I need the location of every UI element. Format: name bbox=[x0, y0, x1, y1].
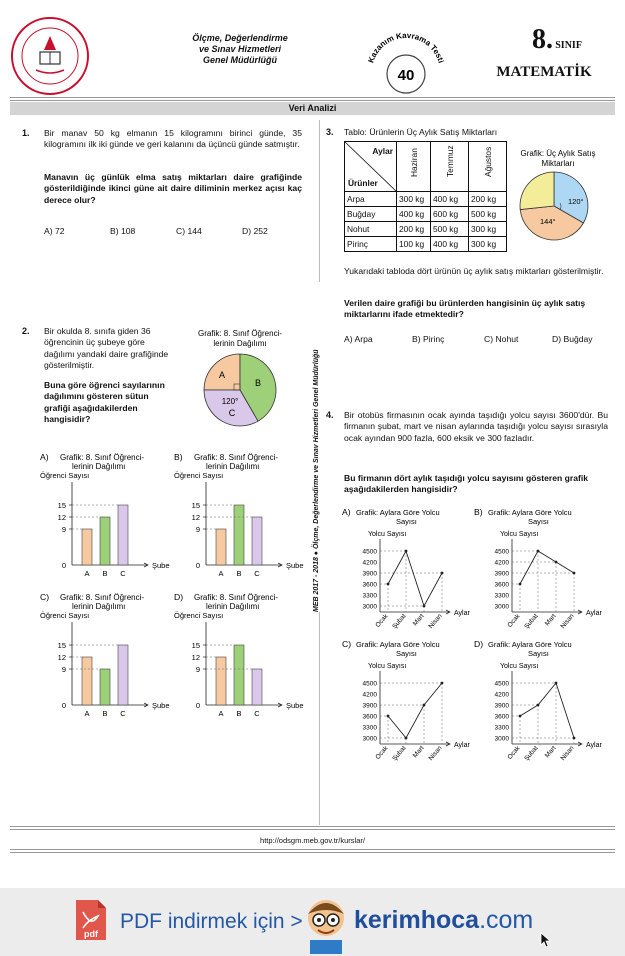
category-label: C bbox=[120, 569, 126, 578]
tick-label: 3300 bbox=[362, 592, 377, 600]
month-label: Mart bbox=[411, 744, 426, 760]
tick-label: 3900 bbox=[494, 570, 509, 578]
month-label: Ocak bbox=[506, 744, 522, 761]
q3-option-d[interactable]: D) Buğday bbox=[552, 334, 593, 344]
category-label: B bbox=[102, 709, 108, 718]
data-point bbox=[537, 704, 540, 707]
chart-title: Sayısı bbox=[396, 649, 417, 658]
tick-label: 12 bbox=[57, 653, 66, 662]
q3-pie-chart bbox=[508, 146, 616, 246]
pie-angle-label: 144° bbox=[540, 217, 556, 226]
pie-angle-label: 120° bbox=[221, 397, 239, 406]
category-label: A bbox=[218, 709, 224, 718]
x-axis-label: Şube bbox=[152, 561, 170, 570]
q4-option-chart[interactable] bbox=[474, 639, 602, 762]
category-label: A bbox=[84, 709, 90, 718]
tick-label: 3900 bbox=[362, 570, 377, 578]
q3-text: Yukarıdaki tabloda dört ürünün üç aylık satış miktarları gösterilmiştir. bbox=[344, 266, 604, 276]
q1-option-b[interactable]: B) 108 bbox=[110, 226, 136, 236]
q3-table-title: Tablo: Ürünlerin Üç Aylık Satış Miktarları bbox=[344, 127, 498, 137]
pie-label: C bbox=[228, 408, 236, 418]
q4-ask: Bu firmanın dört aylık taşıdığı yolcu sayısını gösteren grafik aşağıdakilerden hangisidir? bbox=[344, 473, 589, 495]
grade-suffix: SINIF bbox=[555, 40, 582, 51]
tick-label: 4200 bbox=[362, 559, 377, 567]
series-line bbox=[520, 551, 574, 584]
corner-bottom: Ürünler bbox=[348, 178, 378, 188]
q2-number: 2. bbox=[22, 326, 30, 336]
tick-label: 3600 bbox=[494, 581, 509, 589]
tick-label: 3900 bbox=[362, 702, 377, 710]
tick-label: 4500 bbox=[494, 548, 509, 556]
y-axis-label: Yolcu Sayısı bbox=[500, 531, 539, 538]
data-point bbox=[441, 572, 444, 575]
q2-option-chart[interactable] bbox=[40, 592, 170, 718]
month-header: Temmuz bbox=[431, 142, 469, 192]
option-letter: B) bbox=[474, 507, 483, 517]
category-label: C bbox=[120, 709, 126, 718]
tick-label: 9 bbox=[195, 665, 200, 674]
q1-number: 1. bbox=[22, 128, 30, 138]
tick-label: 4500 bbox=[362, 548, 377, 556]
pdf-icon bbox=[74, 898, 108, 942]
tick-label: 15 bbox=[191, 641, 200, 650]
grade bbox=[532, 24, 622, 56]
q1-ask: Manavın üç günlük elma satış miktarları daire grafiğinde gösterildiğinde ikinci güne ait daire diliminin merkez açısı kaç derece olur? bbox=[44, 172, 302, 205]
data-point bbox=[387, 715, 390, 718]
q2-pie-title: lerinin Dağılımı bbox=[213, 339, 267, 348]
tick-label: 9 bbox=[61, 665, 66, 674]
x-axis-label: Aylar bbox=[454, 610, 470, 617]
bar-A bbox=[82, 657, 92, 705]
chart-title: lerinin Dağılımı bbox=[72, 602, 126, 611]
tick-label: 15 bbox=[57, 641, 66, 650]
month-label: Nisan bbox=[427, 612, 444, 631]
category-label: A bbox=[218, 569, 224, 578]
chart-title: Grafik: Aylara Göre Yolcu bbox=[488, 508, 572, 517]
table-row: Buğday 400 kg 600 kg 500 kg bbox=[345, 207, 507, 222]
category-label: A bbox=[84, 569, 90, 578]
tick-label: 4500 bbox=[362, 680, 377, 688]
y-axis-label: Öğrenci Sayısı bbox=[174, 611, 224, 620]
tick-label: 3600 bbox=[362, 581, 377, 589]
category-label: B bbox=[236, 569, 242, 578]
series-line bbox=[388, 683, 442, 738]
q2-option-chart[interactable] bbox=[174, 452, 304, 578]
tick-label: 3300 bbox=[494, 592, 509, 600]
chart-title: Sayısı bbox=[528, 517, 549, 526]
banner-text: PDF indirmek için > bbox=[120, 910, 303, 933]
pie-slice bbox=[520, 172, 554, 210]
tick-label: 4200 bbox=[494, 691, 509, 699]
q3-table bbox=[344, 141, 507, 252]
month-label: Ocak bbox=[506, 612, 522, 629]
q4-option-chart[interactable] bbox=[342, 507, 470, 630]
tick-label: 3600 bbox=[362, 713, 377, 721]
month-label: Şubat bbox=[391, 744, 408, 763]
q3-ask: Verilen daire grafiği bu ürünlerden hangisinin üç aylık satış miktarlarını ifade etmektedir? bbox=[344, 298, 586, 320]
corner-top: Aylar bbox=[372, 146, 393, 156]
q4-option-chart[interactable] bbox=[342, 639, 470, 762]
chart-title: Sayısı bbox=[528, 649, 549, 658]
bar-C bbox=[118, 645, 128, 705]
brand bbox=[354, 906, 533, 935]
series-line bbox=[520, 683, 574, 738]
data-point bbox=[519, 715, 522, 718]
tick-label: 15 bbox=[191, 501, 200, 510]
tick-label: 12 bbox=[191, 653, 200, 662]
bar-A bbox=[82, 529, 92, 565]
x-axis-label: Aylar bbox=[586, 742, 602, 749]
category-label: C bbox=[254, 569, 260, 578]
tick-label: 3300 bbox=[494, 724, 509, 732]
tick-label: 0 bbox=[61, 561, 66, 570]
x-axis-label: Aylar bbox=[586, 610, 602, 617]
table-row: Arpa 300 kg 400 kg 200 kg bbox=[345, 192, 507, 207]
side-text: MEB 2017 - 2018 ● Ölçme, Değerlendirme ve Sınav Hizmetleri Genel Müdürlüğü bbox=[313, 282, 320, 612]
subject-title: MATEMATİK bbox=[496, 64, 592, 80]
q3-pie-title: Grafik: Üç Aylık Satış bbox=[520, 149, 596, 158]
data-point bbox=[537, 550, 540, 553]
option-letter: D) bbox=[174, 592, 184, 602]
download-banner[interactable] bbox=[0, 888, 625, 956]
q2-options bbox=[38, 450, 320, 725]
month-label: Nisan bbox=[559, 744, 576, 763]
x-axis-label: Şube bbox=[152, 701, 170, 710]
category-label: B bbox=[102, 569, 108, 578]
footer-url[interactable]: http://odsgm.meb.gov.tr/kurslar/ bbox=[260, 836, 365, 845]
table-row: Pirinç 100 kg 400 kg 300 kg bbox=[345, 237, 507, 252]
q4-option-chart[interactable] bbox=[474, 507, 602, 630]
data-point bbox=[573, 572, 576, 575]
tick-label: 3000 bbox=[362, 735, 377, 743]
y-axis-label: Öğrenci Sayısı bbox=[40, 611, 90, 620]
chart-title: Grafik: Aylara Göre Yolcu bbox=[356, 640, 440, 649]
tick-label: 0 bbox=[195, 561, 200, 570]
q2-text: Bir okulda 8. sınıfa giden 36 öğrencinin üç şubeye göre dağılımı yandaki daire grafiğinde gösterilmiştir. bbox=[44, 326, 169, 371]
tick-label: 3000 bbox=[362, 603, 377, 611]
option-letter: D) bbox=[474, 639, 484, 649]
category-label: C bbox=[254, 709, 260, 718]
tick-label: 3000 bbox=[494, 735, 509, 743]
month-label: Mart bbox=[543, 744, 558, 760]
q1-option-c[interactable]: C) 144 bbox=[176, 226, 202, 236]
pdf-label: pdf bbox=[84, 929, 98, 939]
q2-pie-chart bbox=[178, 326, 308, 436]
header-rule bbox=[10, 97, 615, 101]
tick-label: 12 bbox=[191, 513, 200, 522]
chart-title: Grafik: 8. Sınıf Öğrenci- bbox=[194, 593, 279, 602]
data-point bbox=[555, 561, 558, 564]
bar-B bbox=[234, 505, 244, 565]
x-axis-label: Aylar bbox=[454, 742, 470, 749]
tick-label: 4500 bbox=[494, 680, 509, 688]
chart-title: lerinin Dağılımı bbox=[206, 462, 260, 471]
tick-label: 0 bbox=[195, 701, 200, 710]
cursor-icon bbox=[540, 932, 552, 948]
month-label: Şubat bbox=[523, 612, 540, 631]
table-corner bbox=[345, 142, 397, 192]
category-label: B bbox=[236, 709, 242, 718]
mascot-icon bbox=[300, 892, 352, 954]
data-point bbox=[441, 682, 444, 685]
q4-text: Bir otobüs firmasının ocak ayında taşıdığı yolcu sayısı 3600'dür. Bu firmanın şubat, mart ve nisan aylarında taşıdığı yolcu sayısı sırasıyla ocak ayından 900 fazla, 600 eksik ve 300 fazladır. bbox=[344, 410, 608, 443]
q1-option-a[interactable]: A) 72 bbox=[44, 226, 65, 236]
option-letter: C) bbox=[342, 639, 352, 649]
data-point bbox=[405, 550, 408, 553]
footer-rule bbox=[10, 826, 615, 830]
q2-option-chart[interactable] bbox=[174, 592, 304, 718]
month-label: Mart bbox=[411, 612, 426, 628]
month-label: Mart bbox=[543, 612, 558, 628]
q2-option-chart[interactable] bbox=[40, 452, 170, 578]
chart-title: Grafik: Aylara Göre Yolcu bbox=[488, 640, 572, 649]
tick-label: 9 bbox=[61, 525, 66, 534]
tick-label: 3600 bbox=[494, 713, 509, 721]
tick-label: 3000 bbox=[494, 603, 509, 611]
org-line: Ölçme, Değerlendirme bbox=[192, 33, 288, 43]
chart-title: Grafik: 8. Sınıf Öğrenci- bbox=[194, 453, 279, 462]
bar-C bbox=[118, 505, 128, 565]
q2-pie-title: Grafik: 8. Sınıf Öğrenci- bbox=[197, 329, 283, 338]
bar-A bbox=[216, 657, 226, 705]
pie-label: A bbox=[218, 370, 226, 380]
test-label: Kazanım Kavrama Testi bbox=[366, 30, 446, 65]
y-axis-label: Öğrenci Sayısı bbox=[40, 471, 90, 480]
tick-label: 3900 bbox=[494, 702, 509, 710]
org-line: Genel Müdürlüğü bbox=[203, 54, 277, 65]
tick-label: 4200 bbox=[362, 691, 377, 699]
q3-pie-title: Miktarları bbox=[541, 159, 575, 168]
brand-bold: kerimhoca bbox=[354, 906, 480, 934]
data-point bbox=[555, 682, 558, 685]
chart-title: Grafik: 8. Sınıf Öğrenci- bbox=[60, 453, 145, 462]
option-letter: A) bbox=[40, 452, 49, 462]
data-point bbox=[423, 704, 426, 707]
y-axis-label: Yolcu Sayısı bbox=[368, 531, 407, 538]
chart-title: Sayısı bbox=[396, 517, 417, 526]
tick-label: 0 bbox=[61, 701, 66, 710]
bar-B bbox=[100, 669, 110, 705]
month-label: Ocak bbox=[374, 612, 390, 629]
x-axis-label: Şube bbox=[286, 701, 304, 710]
data-point bbox=[423, 605, 426, 608]
option-letter: C) bbox=[40, 592, 50, 602]
brand-suffix: .com bbox=[479, 906, 534, 934]
month-header: Haziran bbox=[397, 142, 431, 192]
grade-number: 8. bbox=[532, 24, 553, 55]
tick-label: 12 bbox=[57, 513, 66, 522]
pie-angle-label: 120° bbox=[568, 197, 584, 206]
y-axis-label: Yolcu Sayısı bbox=[500, 663, 539, 670]
q3-number: 3. bbox=[326, 127, 334, 137]
tick-label: 4200 bbox=[494, 559, 509, 567]
bar-C bbox=[252, 517, 262, 565]
series-line bbox=[388, 551, 442, 606]
pie-label: B bbox=[254, 378, 262, 388]
q4-number: 4. bbox=[326, 410, 334, 420]
q2-ask: Buna göre öğrenci sayılarının dağılımını gösteren sütun grafiği aşağıdakilerden hangisidir? bbox=[44, 380, 165, 425]
chart-title: Grafik: 8. Sınıf Öğrenci- bbox=[60, 593, 145, 602]
month-label: Nisan bbox=[559, 612, 576, 631]
bar-B bbox=[100, 517, 110, 565]
option-letter: A) bbox=[342, 507, 351, 517]
x-axis-label: Şube bbox=[286, 561, 304, 570]
y-axis-label: Yolcu Sayısı bbox=[368, 663, 407, 670]
test-number: 40 bbox=[397, 67, 415, 84]
section-title: Veri Analizi bbox=[288, 103, 337, 113]
data-point bbox=[573, 737, 576, 740]
table-row: Nohut 200 kg 500 kg 300 kg bbox=[345, 222, 507, 237]
q3-option-c[interactable]: C) Nohut bbox=[484, 334, 519, 344]
tick-label: 15 bbox=[57, 501, 66, 510]
bar-B bbox=[234, 645, 244, 705]
footer-rule-bottom bbox=[10, 849, 615, 853]
month-header: Ağustos bbox=[469, 142, 507, 192]
tick-label: 9 bbox=[195, 525, 200, 534]
chart-title: lerinin Dağılımı bbox=[206, 602, 260, 611]
option-letter: B) bbox=[174, 452, 183, 462]
month-label: Şubat bbox=[391, 612, 408, 631]
q4-options bbox=[340, 505, 620, 770]
q3-option-b[interactable]: B) Pirinç bbox=[412, 334, 445, 344]
tick-label: 3300 bbox=[362, 724, 377, 732]
y-axis-label: Öğrenci Sayısı bbox=[174, 471, 224, 480]
month-label: Şubat bbox=[523, 744, 540, 763]
chart-title: lerinin Dağılımı bbox=[72, 462, 126, 471]
q3-option-a[interactable]: A) Arpa bbox=[344, 334, 373, 344]
chart-title: Grafik: Aylara Göre Yolcu bbox=[356, 508, 440, 517]
org-line: ve Sınav Hizmetleri bbox=[198, 43, 282, 54]
bar-C bbox=[252, 669, 262, 705]
q1-text: Bir manav 50 kg elmanın 15 kilogramını birinci günde, 35 kilogramını ilk iki günde ve geri kalanını da üçüncü günde satmıştır. bbox=[44, 128, 302, 150]
logo-caption bbox=[8, 0, 9, 1]
bar-A bbox=[216, 529, 226, 565]
meb-logo bbox=[10, 16, 90, 96]
month-label: Nisan bbox=[427, 744, 444, 763]
org-name bbox=[140, 33, 340, 66]
q1-option-d[interactable]: D) 252 bbox=[242, 226, 268, 236]
data-point bbox=[519, 583, 522, 586]
month-label: Ocak bbox=[374, 744, 390, 761]
data-point bbox=[387, 583, 390, 586]
data-point bbox=[405, 737, 408, 740]
test-badge bbox=[356, 30, 456, 100]
